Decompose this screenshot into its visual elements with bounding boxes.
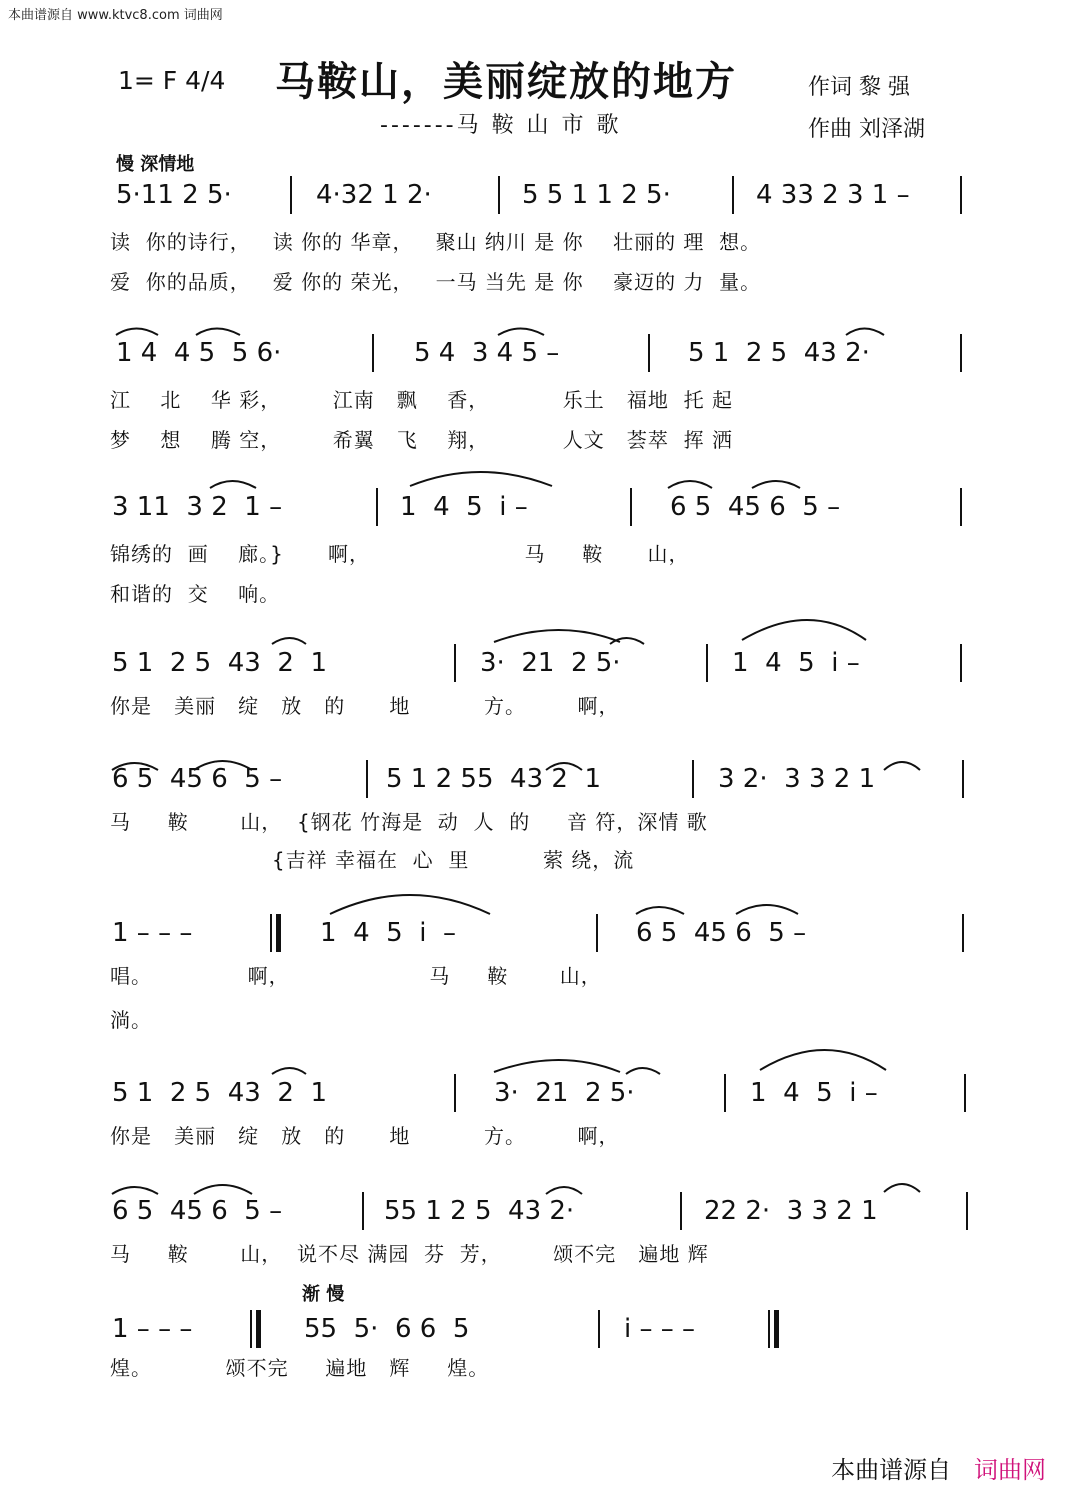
measure: 5 1 2 5 43 2·: [688, 338, 870, 368]
slur: [494, 630, 620, 642]
watermark-bottom-part2: 词曲网: [974, 1456, 1046, 1484]
barline: [362, 1192, 364, 1230]
barline: [454, 1074, 456, 1112]
measure: 4 33 2 3 1 –: [756, 180, 910, 210]
barline: [376, 488, 378, 526]
measure: 3 11 3 2 1 –: [112, 492, 283, 522]
repeat-barline: [270, 914, 272, 952]
slur: [494, 1060, 620, 1072]
slur: [272, 638, 306, 644]
barline: [960, 488, 962, 526]
measure: 1 – – –: [112, 918, 193, 948]
barline: [960, 334, 962, 372]
barline: [366, 760, 368, 798]
lyrics-verse-1: 江 北 华 彩， 江南 飘 香， 乐土 福地 托 起: [110, 388, 733, 412]
barline: [630, 488, 632, 526]
slur: [272, 1068, 306, 1074]
watermark-bottom-part1: 本曲谱源自: [831, 1456, 952, 1484]
measure: 6 5 45 6 5 –: [636, 918, 807, 948]
slur: [846, 329, 884, 336]
slur: [196, 329, 240, 336]
barline: [680, 1192, 682, 1230]
lyrics-verse-1: 锦绣的 画 廊。} 啊， 马 鞍 山，: [110, 542, 690, 566]
measure: i – – –: [624, 1314, 696, 1344]
barline: [706, 644, 708, 682]
lyrics-verse-1: 唱。 啊， 马 鞍 山，: [110, 964, 602, 988]
barline: [964, 1074, 966, 1112]
barline: [966, 1192, 968, 1230]
measure: 6 5 45 6 5 –: [112, 764, 283, 794]
slur: [112, 1187, 158, 1194]
measure: 5·11 2 5·: [116, 180, 232, 210]
lyrics-verse-1: 马 鞍 山， 说不尽 满园 芬 芳， 颂不完 遍地 辉: [110, 1242, 709, 1266]
measure: 1 4 5 i –: [732, 648, 860, 678]
measure: 3· 21 2 5·: [494, 1078, 635, 1108]
watermark-bottom: [831, 1450, 1046, 1485]
slur: [884, 1184, 920, 1192]
barline: [732, 176, 734, 214]
barline: [960, 644, 962, 682]
measure: 5 1 2 5 43 2 1: [112, 1078, 327, 1108]
lyrics-verse-1: 你是 美丽 绽 放 的 地 方。 啊，: [110, 1124, 620, 1148]
barline: [962, 914, 964, 952]
barline: [724, 1074, 726, 1112]
slur: [410, 472, 552, 486]
slur: [636, 907, 684, 914]
song-subtitle: -------马 鞍 山 市 歌: [380, 113, 622, 138]
measure: 3 2· 3 3 2 1: [718, 764, 876, 794]
slur: [668, 481, 712, 488]
final-barline: [768, 1310, 770, 1348]
slur: [194, 1185, 252, 1194]
slur: [752, 481, 800, 488]
repeat-barline-thick: [256, 1310, 261, 1348]
barline: [648, 334, 650, 372]
measure: 1 4 5 i –: [320, 918, 456, 948]
lyrics-verse-2: 和谐的 交 响。: [110, 582, 281, 606]
slur: [742, 620, 866, 640]
final-barline-thick: [774, 1310, 779, 1348]
slur: [736, 905, 798, 914]
slur: [498, 329, 544, 336]
barline: [960, 176, 962, 214]
barline: [598, 1310, 600, 1348]
measure: 1 4 4 5 5 6·: [116, 338, 282, 368]
barline: [962, 760, 964, 798]
barline: [454, 644, 456, 682]
repeat-barline: [250, 1310, 252, 1348]
lyrics-verse-1: 煌。 颂不完 遍地 辉 煌。: [110, 1356, 490, 1380]
measure: 6 5 45 6 5 –: [670, 492, 841, 522]
barline: [372, 334, 374, 372]
composer-credit: 作曲 刘泽湖: [808, 117, 925, 142]
measure: 3· 21 2 5·: [480, 648, 621, 678]
song-title: 马鞍山，美丽绽放的地方: [275, 59, 737, 105]
measure: 1 4 5 i –: [400, 492, 528, 522]
measure: 4·32 1 2·: [316, 180, 432, 210]
slur: [546, 1187, 582, 1194]
lyrics-verse-2: 梦 想 腾 空， 希翼 飞 翔， 人文 荟萃 挥 洒: [110, 428, 733, 452]
slur: [330, 895, 490, 914]
slur: [210, 481, 256, 488]
lyricist-credit: 作词 黎 强: [808, 75, 910, 100]
measure: 5 1 2 55 43 2 1: [386, 764, 601, 794]
watermark-top: 本曲谱源自 www.ktvc8.com 词曲网: [8, 8, 223, 23]
lyrics-verse-1: 读 你的诗行， 读 你的 华章， 聚山 纳川 是 你 壮丽的 理 想。: [110, 230, 762, 254]
tempo-marking-end: 渐 慢: [302, 1284, 345, 1305]
slur: [760, 1050, 886, 1070]
lyrics-verse-2: {吉祥 幸福在 心 里 萦 绕，流: [110, 848, 635, 872]
tempo-marking-start: 慢 深情地: [116, 154, 195, 175]
slur: [116, 329, 158, 336]
measure: 1 – – –: [112, 1314, 193, 1344]
measure: 6 5 45 6 5 –: [112, 1196, 283, 1226]
slur: [626, 1068, 660, 1074]
measure: 22 2· 3 3 2 1: [704, 1196, 878, 1226]
lyrics-verse-1: 马 鞍 山， {钢花 竹海是 动 人 的 音 符，深情 歌: [110, 810, 708, 834]
lyrics-verse-2: 爱 你的品质， 爱 你的 荣光， 一马 当先 是 你 豪迈的 力 量。: [110, 270, 762, 294]
slur: [610, 638, 644, 644]
measure: 55 5· 6 6 5: [304, 1314, 470, 1344]
measure: 5 4 3 4 5 –: [414, 338, 560, 368]
measure: 55 1 2 5 43 2·: [384, 1196, 575, 1226]
key-signature: 1= F 4/4: [118, 66, 226, 95]
measure: 1 4 5 i –: [750, 1078, 878, 1108]
lyrics-verse-2: 淌。: [110, 1008, 152, 1032]
barline: [290, 176, 292, 214]
barline: [692, 760, 694, 798]
measure: 5 5 1 1 2 5·: [522, 180, 671, 210]
barline: [498, 176, 500, 214]
measure: 5 1 2 5 43 2 1: [112, 648, 327, 678]
slur: [884, 762, 920, 770]
barline: [596, 914, 598, 952]
repeat-barline-thick: [276, 914, 281, 952]
lyrics-verse-1: 你是 美丽 绽 放 的 地 方。 啊，: [110, 694, 620, 718]
